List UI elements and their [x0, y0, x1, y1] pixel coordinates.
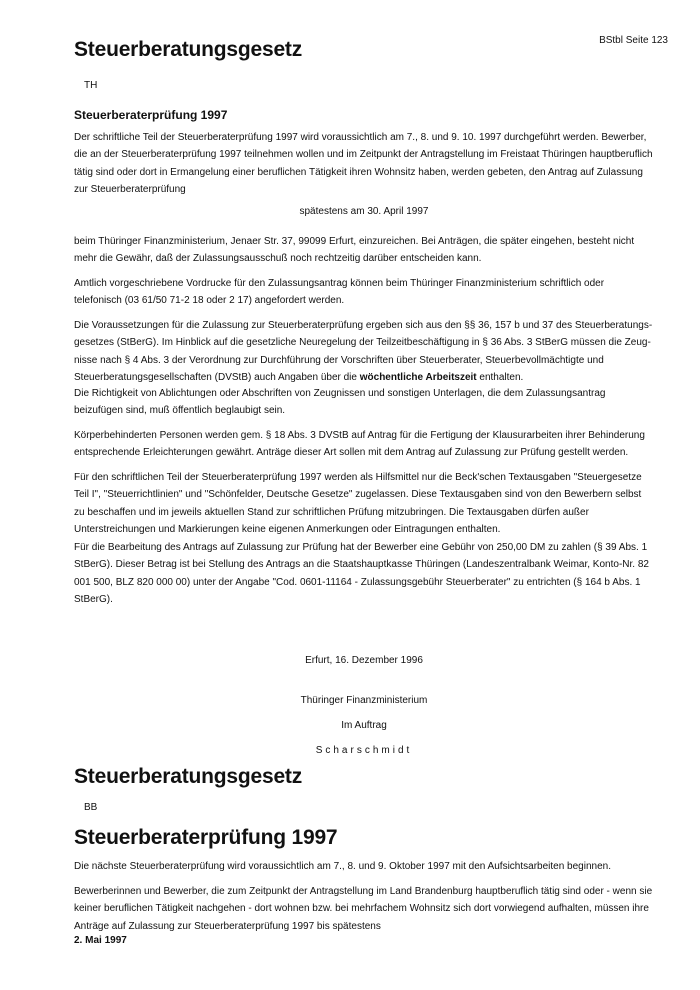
paragraph: Der schriftliche Teil der Steuerberaterprüfung 1997 wird voraussichtlich am 7., 8. und 9. 10. 1997 durchgeführt werden. Bewerber, die an der Steuerberaterprüfung 1997 teilnehmen wollen und im Zeitpunkt der Antragstellung im Freistaat Thüringen hauptberuflich tätig sind oder dort in Ermangelung einer beruflichen Tätigkeit ihren Wohnsitz haben, werden gebeten, den Antrag auf Zulassung zur Steuerberaterprüfung: [74, 132, 653, 195]
section-title: Steuerberatungsgesetz: [74, 765, 303, 788]
paragraph: beim Thüringer Finanzministerium, Jenaer Str. 37, 99099 Erfurt, einzureichen. Bei Anträgen, die später eingehen, besteht nicht mehr die Gewähr, daß der Zulassungsausschuß noch rechtzeitig darüber entscheiden kann.: [74, 236, 635, 265]
section-title: Steuerberatungsgesetz: [74, 38, 303, 61]
signatory: Scharschmidt: [315, 745, 413, 756]
paragraph: Die nächste Steuerberaterprüfung wird voraussichtlich am 7., 8. und 9. Oktober 1997 mit den Aufsichtsarbeiten beginnen.: [74, 861, 611, 872]
section-subtitle: Steuerberaterprüfung 1997: [74, 108, 228, 122]
paragraph-text: enthalten.: [476, 371, 524, 383]
paragraph: Bewerberinnen und Bewerber, die zum Zeitpunkt der Antragstellung im Land Brandenburg hauptberuflich tätig sind oder - wenn sie keiner beruflichen Tätigkeit nachgehen - dort wohnen bzw. bei mehrfachem Wohnsitz sich dort vorwiegend aufhalten, müssen ihre Anträge auf Zulassung zur Steuerberaterprüfung 1997 bis spätestens: [74, 886, 653, 932]
state-code: TH: [84, 80, 98, 91]
deadline-line: 2. Mai 1997: [74, 935, 127, 946]
emphasis-text: wöchentliche Arbeitszeit: [359, 371, 477, 383]
paragraph: Für die Bearbeitung des Antrags auf Zulassung zur Prüfung hat der Bewerber eine Gebühr von 250,00 DM zu zahlen (§ 39 Abs. 1 StBerG). Dieser Betrag ist bei Stellung des Antrags an die Staatshauptkasse Thüringen (Landeszentralbank Weimar, Konto-Nr. 82 001 500, BLZ 820 000 00) unter der Angabe "Cod. 0601-11164 - Zulassungsgebühr Steuerberater" zu entrichten (§ 164 b Abs. 1 StBerG).: [74, 542, 649, 605]
paragraph: Für den schriftlichen Teil der Steuerberaterprüfung 1997 werden als Hilfsmittel nur die Beck'schen Textausgaben "Steuergesetze Teil I", "Steuerrichtlinien" und "Schönfelder, Deutsche Gesetze" zugelassen. Diese Textausgaben sind von den Bewerbern selbst zu beschaffen und im jeweils aktuellen Stand zur schriftlichen Prüfung mitzubringen. Die Textausgaben dürfen außer Unterstreichungen und Markierungen keine eigenen Anmerkungen oder Eintragungen enthalten.: [74, 472, 642, 535]
paragraph-text: Die Voraussetzungen für die Zulassung zur Steuerberaterprüfung ergeben sich aus den §§ 36, 157 b und 37 des Steuerberatungsgesetzes (StBerG). Im Hinblick auf die gesetzliche Neuregelung der Teilzeitbeschäftigung in § 36 Abs. 3 StBerG müssen die Zeugnisse nach § 4 Abs. 3 der Verordnung zur Durchführung der Vorschriften über Steuerberater, Steuerbevollmächtigte und Steuerberatungsgesellschaften (DVStB) auch Angaben über die: [74, 320, 653, 383]
paragraph: Amtlich vorgeschriebene Vordrucke für den Zulassungsantrag können beim Thüringer Finanzministerium schriftlich oder telefonisch (03 61/50 71-2 18 oder 2 17) angefordert werden.: [74, 278, 605, 307]
paragraph: [74, 317, 654, 386]
on-behalf: Im Auftrag: [341, 720, 387, 731]
place-date: Erfurt, 16. Dezember 1996: [305, 655, 423, 666]
ministry-name: Thüringer Finanzministerium: [300, 695, 428, 706]
state-code: BB: [84, 802, 98, 813]
deadline-line: spätestens am 30. April 1997: [299, 206, 429, 217]
page-reference: BStbl Seite 123: [599, 35, 668, 46]
paragraph: Die Richtigkeit von Ablichtungen oder Abschriften von Zeugnissen und sonstigen Unterlagen, die dem Zulassungsantrag beizufügen sind, muß öffentlich beglaubigt sein.: [74, 388, 606, 417]
section-subtitle: Steuerberaterprüfung 1997: [74, 826, 338, 849]
paragraph: Körperbehinderten Personen werden gem. § 18 Abs. 3 DVStB auf Antrag für die Fertigung der Klausurarbeiten ihrer Behinderung entsprechende Erleichterungen gewährt. Anträge dieser Art sollen mit dem Antrag auf Zulassung zur Prüfung gestellt werden.: [74, 430, 645, 459]
